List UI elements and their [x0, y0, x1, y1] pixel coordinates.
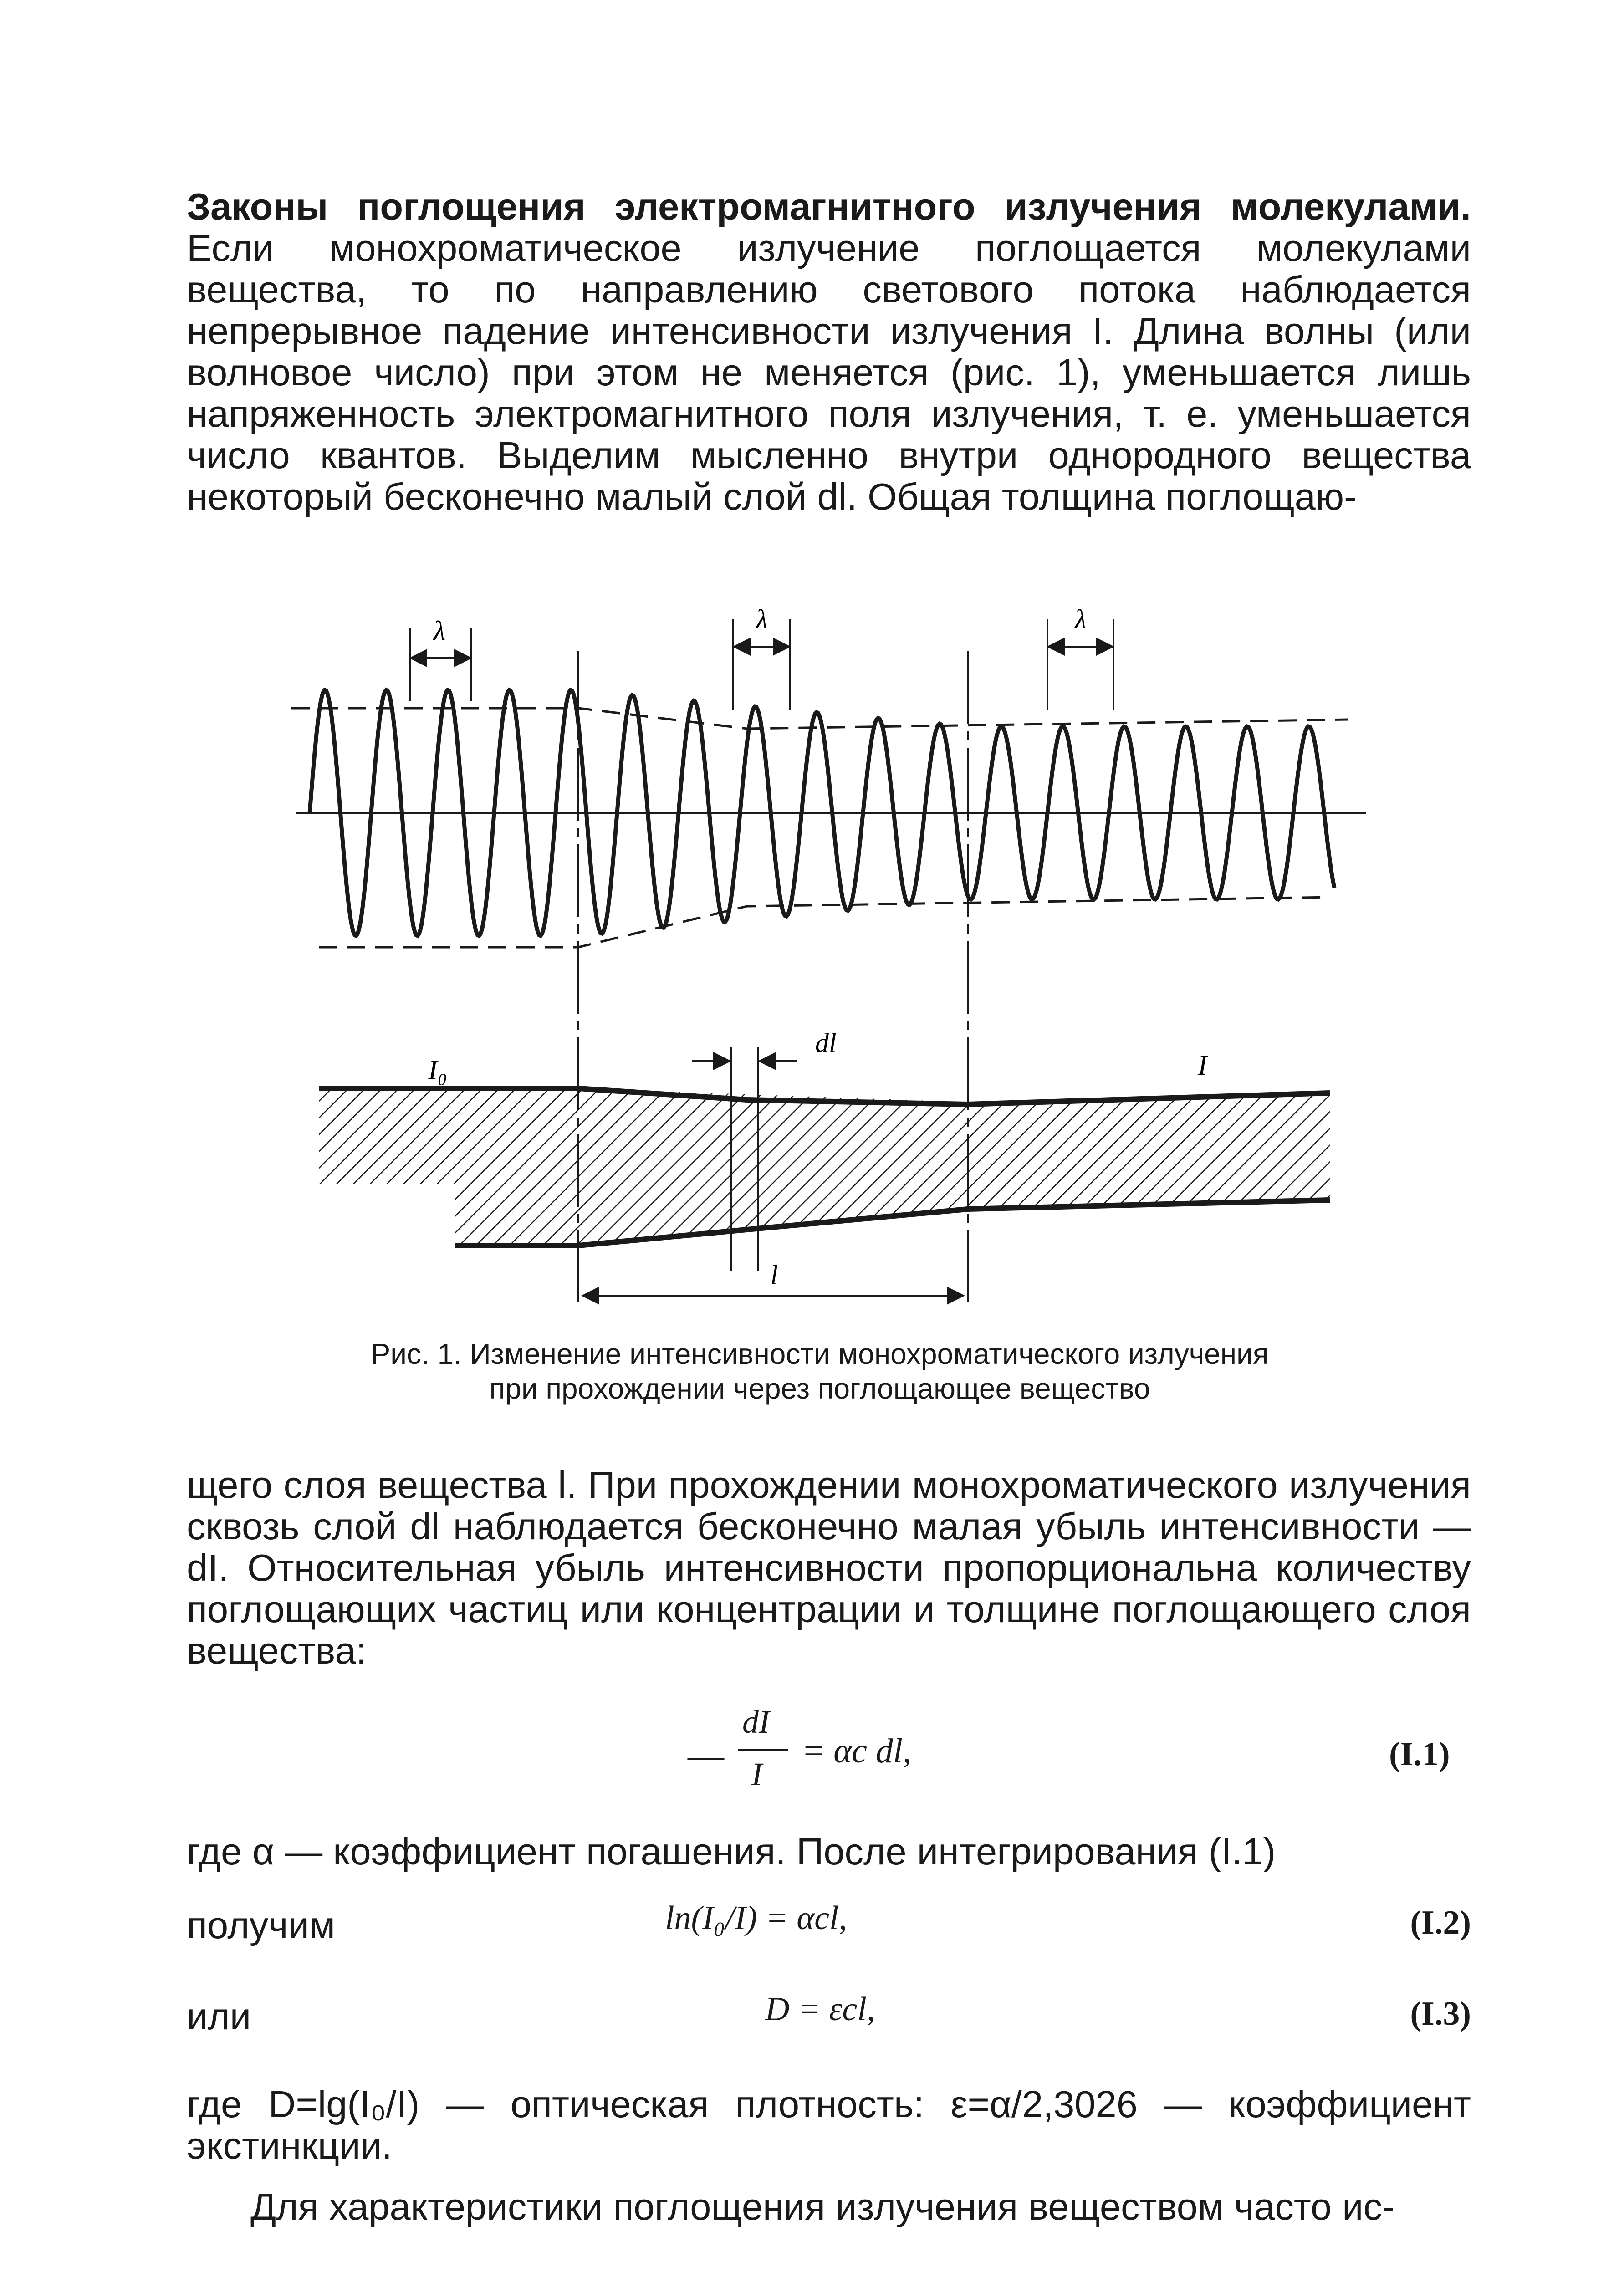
intensity-out-label: I — [1198, 1050, 1207, 1081]
eq1-minus: — — [688, 1736, 724, 1776]
eq2-number: (I.2) — [1410, 1904, 1471, 1941]
eq2-lead: получим — [187, 1904, 335, 1946]
intro-text: Если монохроматическое излучение поглощается молекулами вещества, то по направлению светового потока наблюдается непрерывное падение интенсивности излучения I. Длина волны (или волновое число) при этом не меняется (рис. 1), уменьшается лишь напряженность электромагнитного поля излучения, т. е. уменьшается число квантов. Выделим мысленно внутри однородного вещества некоторый бесконечно малый слой dl. Общая толщина поглощаю- — [187, 227, 1471, 518]
after-eq1-text: где α — коэффициент погашения. После интегрирования (I.1) — [187, 1830, 1276, 1873]
slice-label: dl — [815, 1028, 837, 1058]
eq1-rhs: = αc dl, — [802, 1732, 912, 1770]
thickness-label: l — [770, 1260, 778, 1290]
eq1-number: (I.1) — [1389, 1736, 1450, 1773]
eq3-number: (I.3) — [1410, 1995, 1471, 2032]
definitions-paragraph: где D=lg(I₀/I) — оптическая плотность: ε=α/2,3026 — коэффициент экстинкции. — [187, 2083, 1471, 2167]
figure-caption — [255, 1337, 1384, 1406]
equation-2 — [187, 1899, 1471, 1954]
eq2-formula: ln(I₀/I) = αcl, — [665, 1899, 848, 1937]
figure-1 — [291, 592, 1366, 1321]
section-heading: Законы поглощения электромагнитного излучения молекулами. — [187, 185, 1471, 228]
caption-line-2: при прохождении через поглощающее вещество — [489, 1372, 1150, 1405]
eq1-fraction-bar — [738, 1749, 788, 1751]
intensity-in-label: I₀ — [428, 1055, 448, 1086]
intro-paragraph — [187, 186, 1471, 517]
wavelength-label-3: λ — [1075, 604, 1087, 634]
wavelength-label-1: λ — [434, 616, 445, 646]
eq3-formula: D = εcl, — [765, 1991, 875, 2028]
equation-3 — [187, 1990, 1471, 2045]
eq1-numerator: dI — [742, 1704, 770, 1740]
wavelength-label-2: λ — [756, 604, 768, 634]
continuation-paragraph: щего слоя вещества l. При прохождении монохроматического излучения сквозь слой dl наблюдается бесконечно малая убыль интенсивности —dI. Относительная убыль интенсивности пропорциональна количеству поглощающих частиц или концентрации и толщине поглощающего слоя вещества: — [187, 1464, 1471, 1672]
eq1-denominator: I — [751, 1756, 762, 1792]
caption-line-1: Рис. 1. Изменение интенсивности монохроматического излучения — [371, 1338, 1269, 1370]
eq3-lead: или — [187, 1995, 251, 2037]
absorption-diagram — [291, 592, 1366, 1321]
equation-1 — [688, 1703, 1006, 1808]
last-line: Для характеристики поглощения излучения веществом часто ис- — [250, 2185, 1395, 2228]
